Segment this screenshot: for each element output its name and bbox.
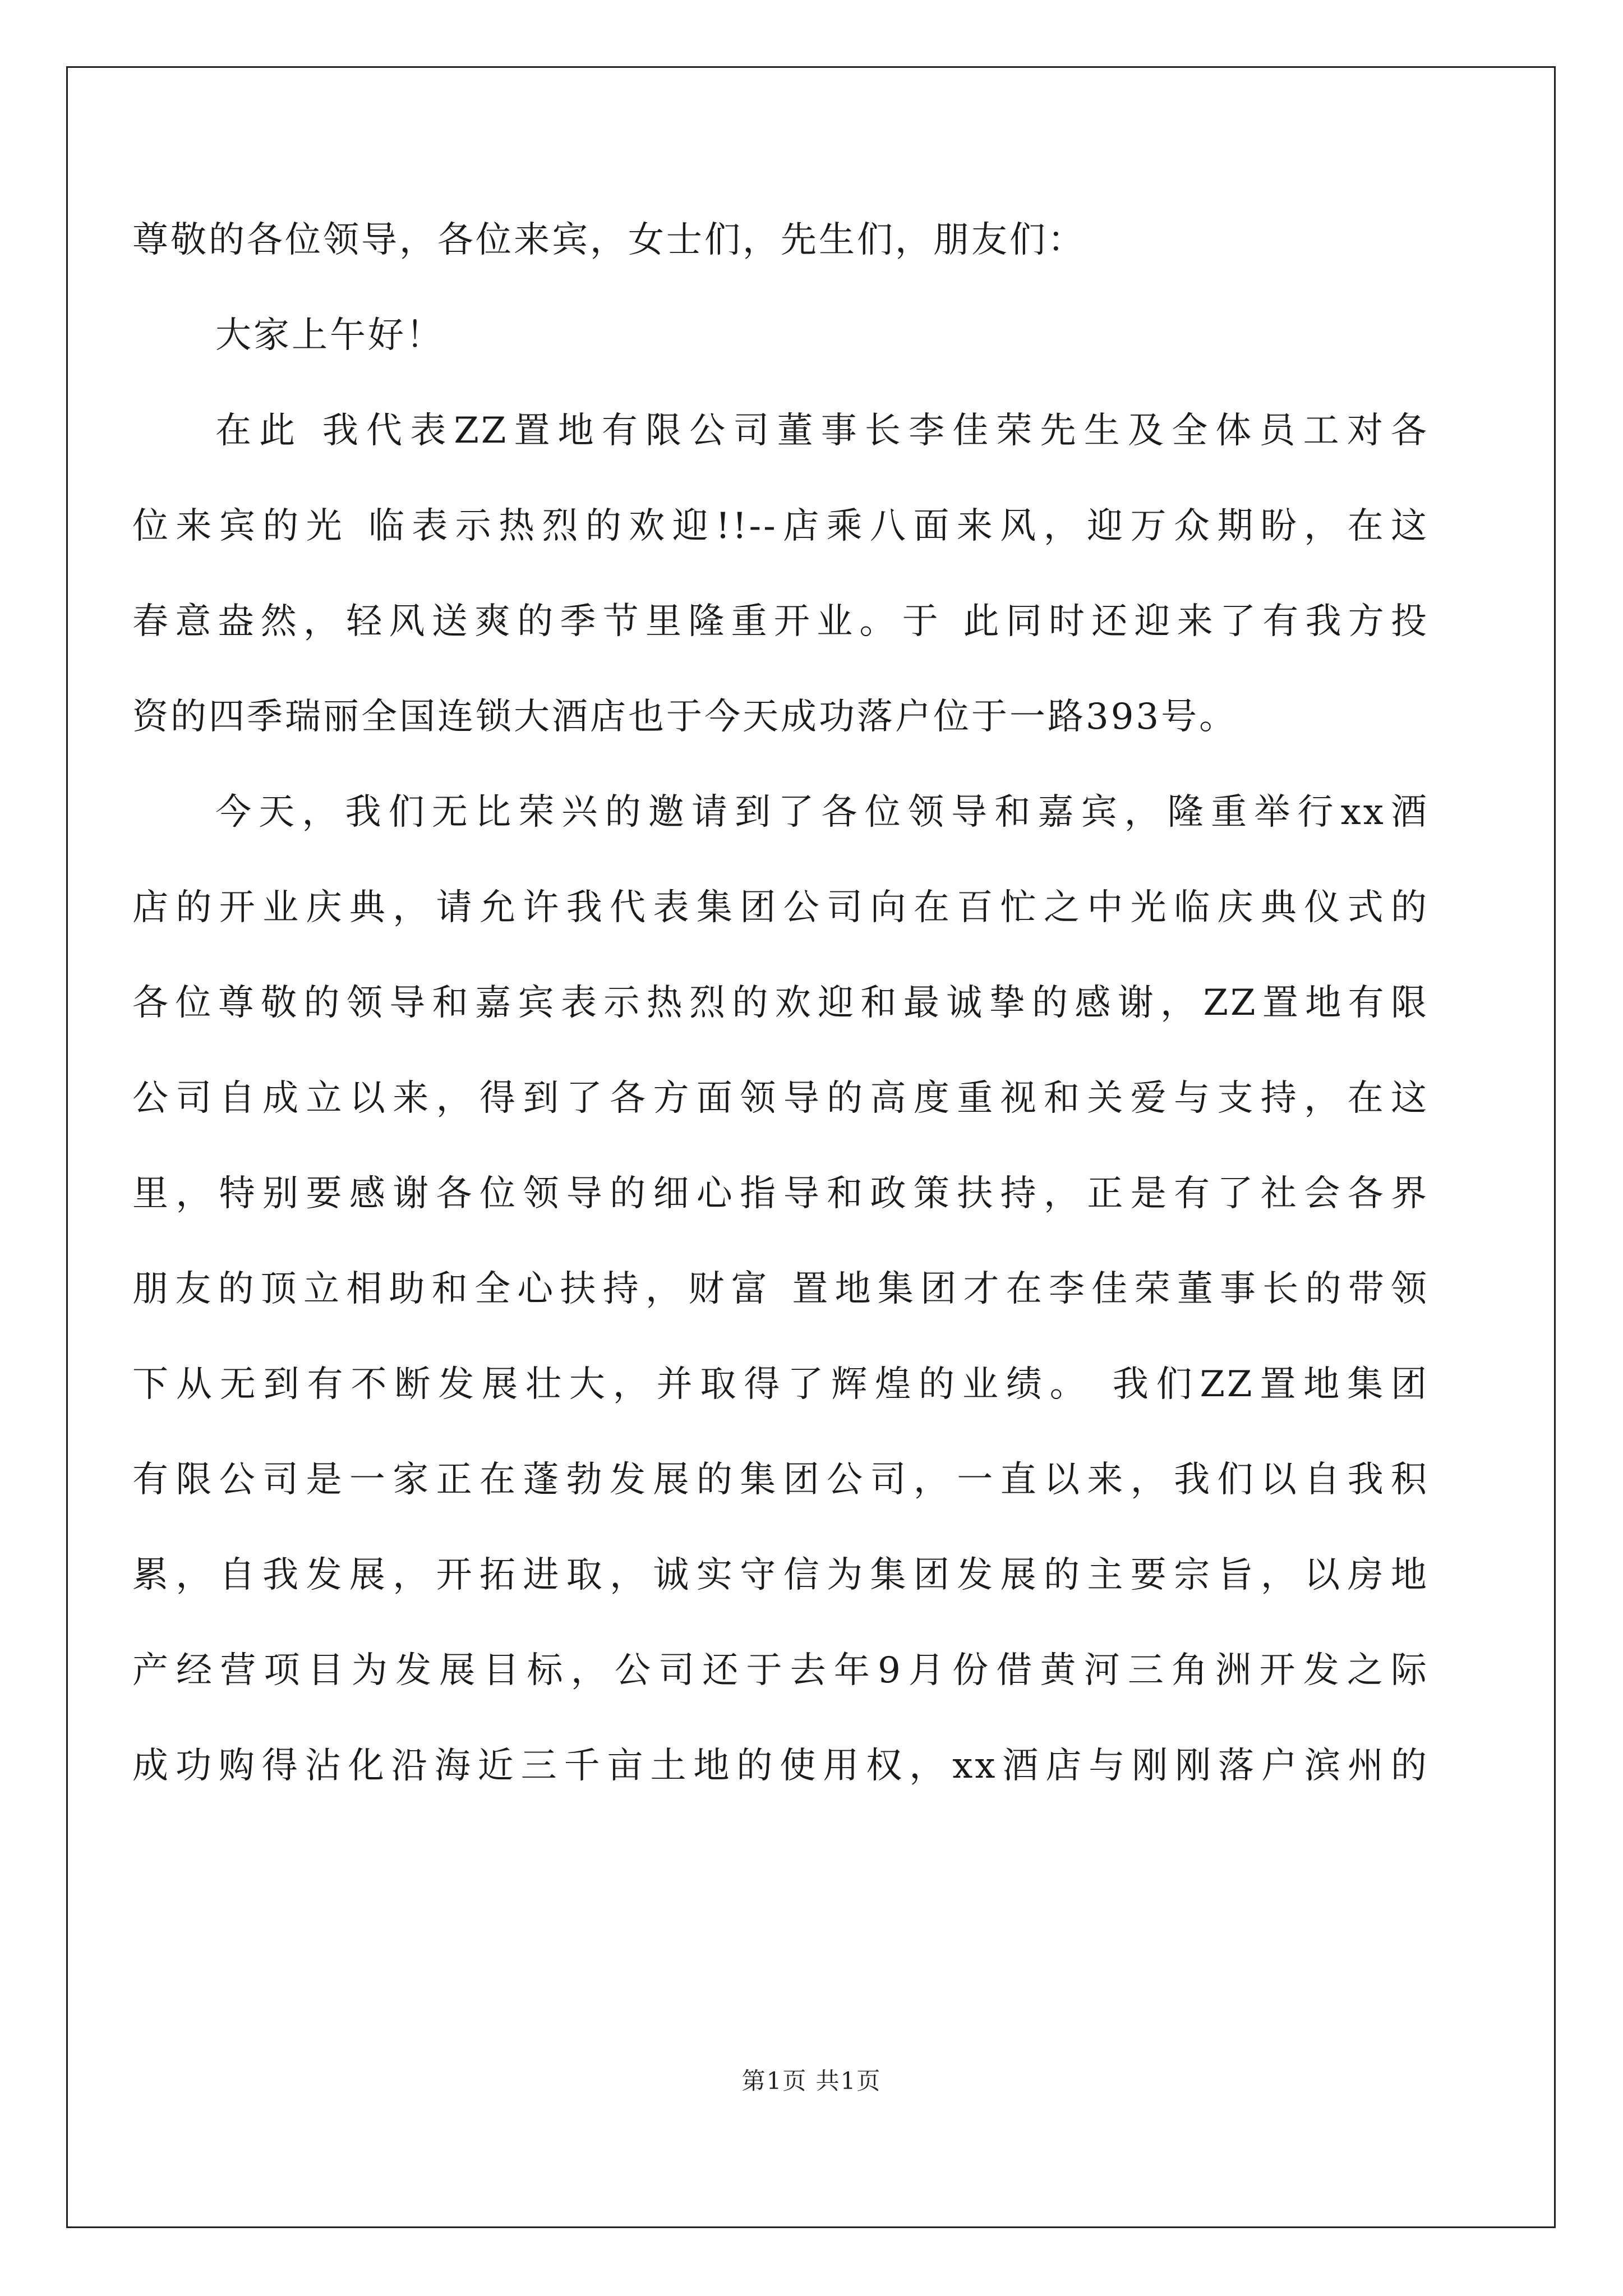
paragraph-line: 累，自我发展，开拓进取，诚实守信为集团发展的主要宗旨，以房地 bbox=[132, 1554, 1429, 1596]
paragraph-line: 成功购得沾化沿海近三千亩土地的使用权，xx酒店与刚刚落户滨州的 bbox=[132, 1745, 1429, 1787]
paragraph-line: 店的开业庆典，请允许我代表集团公司向在百忙之中光临庆典仪式的 bbox=[132, 887, 1429, 928]
paragraph-line: 下从无到有不断发展壮大，并取得了辉煌的业绩。 我们ZZ置地集团 bbox=[132, 1364, 1429, 1405]
paragraph-line: 朋友的顶立相助和全心扶持，财富 置地集团才在李佳荣董事长的带领 bbox=[132, 1268, 1429, 1310]
paragraph-line: 在此 我代表ZZ置地有限公司董事长李佳荣先生及全体员工对各 bbox=[215, 410, 1429, 452]
page-number-footer: 第1页 共1页 bbox=[741, 2067, 882, 2095]
paragraph-line: 产经营项目为发展目标，公司还于去年9月份借黄河三角洲开发之际 bbox=[132, 1650, 1429, 1691]
paragraph-line: 各位尊敬的领导和嘉宾表示热烈的欢迎和最诚挚的感谢，ZZ置地有限 bbox=[132, 982, 1429, 1024]
salutation-line: 尊敬的各位领导，各位来宾，女士们，先生们，朋友们： bbox=[132, 219, 1086, 261]
paragraph-line: 位来宾的光 临表示热烈的欢迎!!--店乘八面来风，迎万众期盼，在这 bbox=[132, 505, 1429, 547]
paragraph-line: 春意盎然，轻风送爽的季节里隆重开业。于 此同时还迎来了有我方投 bbox=[132, 601, 1429, 642]
paragraph-line: 里，特别要感谢各位领导的细心指导和政策扶持，正是有了社会各界 bbox=[132, 1173, 1429, 1214]
paragraph-line: 资的四季瑞丽全国连锁大酒店也于今天成功落户位于一路393号。 bbox=[132, 696, 1238, 738]
page-border bbox=[66, 66, 1556, 2228]
greeting-line: 大家上午好！ bbox=[215, 315, 444, 356]
paragraph-line: 有限公司是一家正在蓬勃发展的集团公司，一直以来，我们以自我积 bbox=[132, 1459, 1429, 1501]
paragraph-line: 今天，我们无比荣兴的邀请到了各位领导和嘉宾，隆重举行xx酒 bbox=[215, 792, 1429, 833]
paragraph-line: 公司自成立以来，得到了各方面领导的高度重视和关爱与支持，在这 bbox=[132, 1078, 1429, 1119]
